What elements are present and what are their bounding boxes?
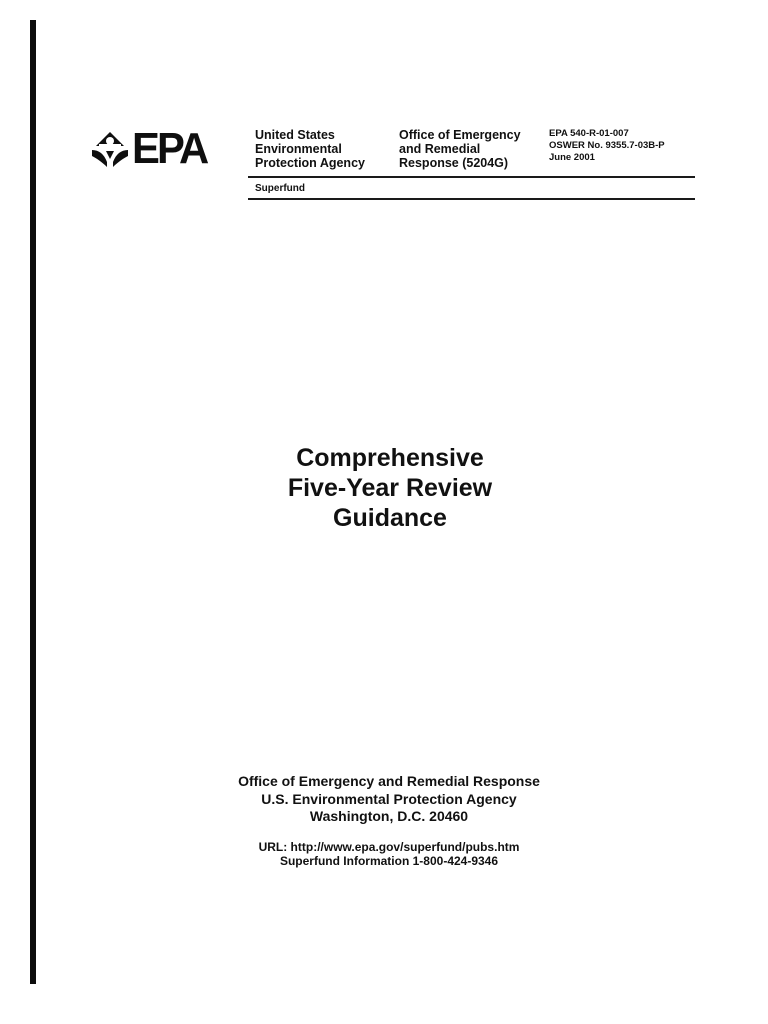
oswer-number: OSWER No. 9355.7-03B-P [549,140,665,151]
program-label: Superfund [255,183,305,194]
footer-url: URL: http://www.epa.gov/superfund/pubs.htm [258,840,520,854]
title-line: Five-Year Review [287,474,493,502]
office-name-line: Response (5204G) [399,156,509,170]
agency-name-line: Environmental [255,142,342,156]
epa-logo [90,124,210,173]
office-name-block [399,128,521,170]
footer-office-block [189,773,589,826]
epa-document-number: EPA 540-R-01-007 [549,128,629,139]
header-rule-bottom [248,198,695,200]
agency-name-block [255,128,365,170]
footer-office-line: Washington, D.C. 20460 [309,808,469,824]
agency-name-line: Protection Agency [255,156,365,170]
footer-office-line: Office of Emergency and Remedial Response [238,773,540,789]
office-name-line: and Remedial [399,142,481,156]
epa-flower-logo-icon [90,129,130,169]
title-line: Guidance [333,504,447,532]
document-title [190,443,590,533]
footer-hotline: Superfund Information 1-800-424-9346 [279,854,499,868]
office-name-line: Office of Emergency [399,128,521,142]
publication-date: June 2001 [549,152,595,163]
binding-edge-bar [30,20,36,984]
agency-name-line: United States [255,128,335,142]
epa-logo-text: EPA [132,124,207,173]
header-rule-top [248,176,695,178]
title-line: Comprehensive [296,444,484,472]
footer-contact-block [189,840,589,868]
footer-office-line: U.S. Environmental Protection Agency [261,790,517,807]
document-id-block [549,128,665,164]
